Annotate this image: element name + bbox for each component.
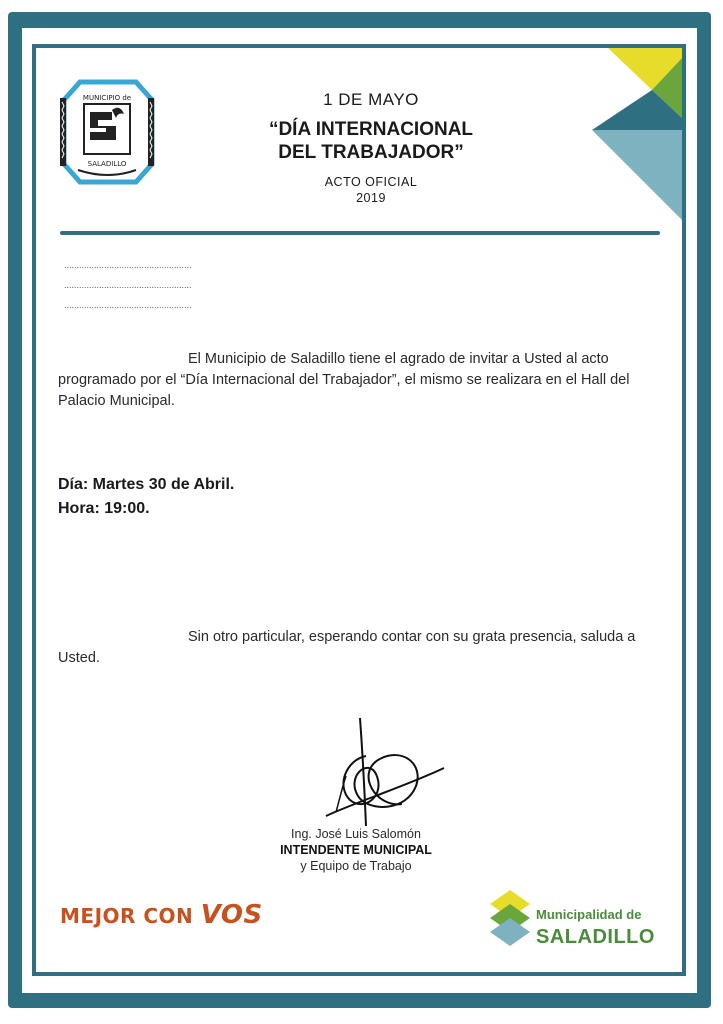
municipality-logo-icon bbox=[490, 890, 530, 948]
event-day: Día: Martes 30 de Abril. bbox=[58, 476, 235, 493]
event-subtitle bbox=[226, 174, 516, 206]
event-year: 2019 bbox=[356, 191, 386, 205]
header-divider bbox=[60, 231, 660, 235]
handwritten-signature bbox=[306, 716, 446, 838]
event-title bbox=[226, 118, 516, 164]
municipality-emblem bbox=[58, 78, 156, 186]
signature-block bbox=[236, 826, 476, 874]
corner-decoration bbox=[592, 48, 682, 228]
closing-text: Sin otro particular, esperando contar con su grata presencia, saluda a Usted. bbox=[58, 629, 636, 666]
event-type: ACTO OFICIAL bbox=[324, 175, 418, 189]
closing-paragraph bbox=[58, 627, 672, 669]
slogan-emphasis: VOS bbox=[200, 900, 263, 930]
municipality-line1: Municipalidad de bbox=[536, 907, 642, 922]
emblem-top-text: MUNICIPIO de bbox=[82, 94, 132, 102]
event-time: Hora: 19:00. bbox=[58, 500, 150, 517]
event-date: 1 DE MAYO bbox=[323, 90, 419, 109]
invitation-paragraph bbox=[58, 349, 672, 412]
event-title-line2: DEL TRABAJADOR” bbox=[278, 142, 464, 163]
campaign-slogan bbox=[60, 900, 263, 930]
invitation-text: El Municipio de Saladillo tiene el agrado de invitar a Usted al acto programado por el “Día Internacional del Trabajador”, el mismo se realizara en el Hall del Palacio Municipal. bbox=[58, 351, 630, 409]
emblem-bottom-text: SALADILLO bbox=[87, 160, 127, 168]
recipient-line: ................................................... bbox=[64, 300, 192, 310]
municipality-wordmark bbox=[536, 904, 655, 948]
event-title-line1: “DÍA INTERNACIONAL bbox=[268, 119, 474, 140]
signer-role: INTENDENTE MUNICIPAL bbox=[280, 843, 432, 857]
signer-team: y Equipo de Trabajo bbox=[300, 859, 412, 873]
slogan-prefix: MEJOR CON bbox=[60, 904, 194, 928]
invitation-card bbox=[32, 44, 686, 976]
signer-name: Ing. José Luis Salomón bbox=[291, 827, 421, 841]
recipient-line: ................................................... bbox=[64, 280, 192, 290]
municipality-line2: SALADILLO bbox=[536, 926, 655, 948]
recipient-line: ................................................... bbox=[64, 260, 192, 270]
